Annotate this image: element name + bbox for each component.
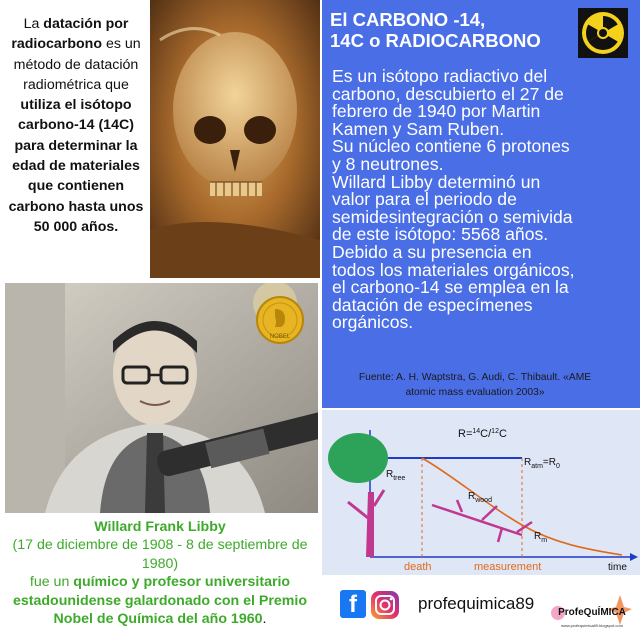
profequimica-logo bbox=[548, 583, 636, 638]
desc-line: Kamen y Sam Ruben. bbox=[332, 118, 505, 139]
desc-line: orgánicos. bbox=[332, 312, 414, 333]
definition-middle: es un método de datación radiométrica que bbox=[13, 36, 141, 93]
definition-intro: La bbox=[23, 16, 44, 32]
source-line-2: atomic mass evaluation 2003» bbox=[405, 387, 545, 398]
title-line-2: 14C o RADIOCARBONO bbox=[330, 30, 541, 51]
desc-line: todos los materiales orgánicos, bbox=[332, 259, 575, 280]
definition-text bbox=[0, 0, 150, 237]
desc-line: carbono, descubierto el 27 de bbox=[332, 83, 564, 104]
desc-line: Su núcleo contiene 6 protones bbox=[332, 136, 570, 157]
tree-canopy bbox=[328, 433, 388, 483]
bio-highlight: químico y profesor universitario estadounidense galardonado con el Premio Nobel de Química del año 1960 bbox=[12, 574, 308, 628]
desc-line: de este isótopo: 5568 años. bbox=[332, 224, 549, 245]
panel-description bbox=[332, 68, 632, 332]
libby-bio bbox=[0, 518, 320, 628]
desc-line: valor para el periodo de bbox=[332, 189, 517, 210]
facebook-glyph: f bbox=[349, 591, 357, 618]
desc-line: datación de especímenes bbox=[332, 294, 533, 315]
time-label: time bbox=[608, 562, 627, 573]
definition-key-phrase: utiliza el isótopo carbono-14 (14C) para determinar la edad de materiales que contienen carbono hasta unos 50 000 años. bbox=[8, 97, 144, 235]
ratio-formula: R=$^{14}$C/$^{12}$C bbox=[458, 428, 507, 440]
source-line-1: Fuente: A. H. Waptstra, G. Audi, C. Thibault. «AME bbox=[358, 372, 592, 383]
source-citation bbox=[340, 370, 610, 400]
r-tree-label: $R_{tree}$ bbox=[386, 469, 406, 482]
radioactive-icon bbox=[578, 8, 628, 58]
libby-name: Willard Frank Libby bbox=[94, 519, 226, 535]
title-line-1: El CARBONO -14, bbox=[330, 9, 486, 30]
desc-line: el carbono-14 se emplea en la bbox=[332, 277, 569, 298]
desc-line: febrero de 1940 por Martin bbox=[332, 101, 541, 122]
instagram-icon[interactable] bbox=[370, 590, 400, 620]
social-handle[interactable]: profequimica89 bbox=[418, 594, 535, 613]
bio-lead: fue un bbox=[29, 574, 74, 591]
desc-line: y 8 neutrones. bbox=[332, 153, 444, 174]
desc-line: Debido a su presencia en bbox=[332, 241, 532, 262]
desc-line: Es un isótopo radiactivo del bbox=[332, 66, 548, 86]
libby-description bbox=[0, 573, 320, 628]
measurement-label: measurement bbox=[474, 561, 542, 573]
definition-term: datación por radiocarbono bbox=[11, 16, 129, 53]
death-label: death bbox=[404, 561, 432, 573]
desc-line: semidesintegración o semivida bbox=[332, 206, 573, 227]
nobel-medal-icon bbox=[255, 295, 305, 345]
logo-url: www.profequimica89.blogspot.com bbox=[561, 623, 623, 628]
skull-photo bbox=[150, 0, 320, 278]
libby-dates: (17 de diciembre de 1908 - 8 de septiembre de 1980) bbox=[12, 537, 308, 572]
panel-title bbox=[330, 9, 570, 51]
r-atm-label: $R_{atm}=R_0$ bbox=[524, 457, 560, 470]
definition-block bbox=[0, 0, 150, 280]
decay-diagram bbox=[322, 410, 640, 575]
facebook-icon[interactable] bbox=[340, 590, 366, 618]
r-wood-label: $R_{wood}$ bbox=[468, 491, 492, 504]
desc-line: Willard Libby determinó un bbox=[332, 171, 541, 192]
r-m-label: $R_m$ bbox=[534, 531, 548, 544]
nobel-label: NOBEL bbox=[269, 334, 291, 340]
logo-text: ProfeQuÍMICA bbox=[558, 607, 626, 618]
bio-period: . bbox=[262, 611, 267, 628]
